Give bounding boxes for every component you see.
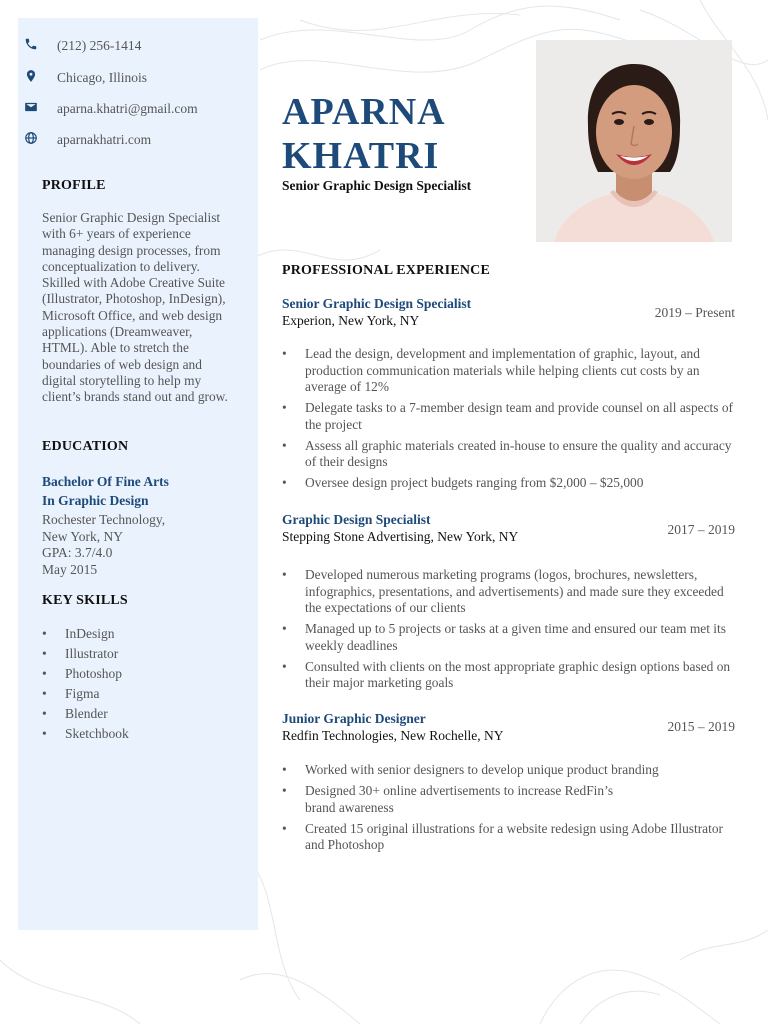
location-pin-icon <box>24 69 38 83</box>
location-text: Chicago, Illinois <box>57 70 147 85</box>
job-bullet: • Delegate tasks to a 7-member design team and provide counsel on all aspects of the project <box>282 400 734 433</box>
skill-item: • InDesign <box>42 626 129 646</box>
job-company: Stepping Stone Advertising, New York, NY <box>282 529 519 544</box>
job-company: Experion, New York, NY <box>282 313 420 328</box>
contact-email[interactable] <box>24 100 234 120</box>
job-bullet: • Lead the design, development and implementation of graphic, layout, and production communication materials while helping clients cut costs by an average of 12% <box>282 346 734 396</box>
job-bullet: • Consulted with clients on the most appropriate graphic design options based on their major marketing goals <box>282 659 734 692</box>
profile-summary: Senior Graphic Design Specialist with 6+ years of experience managing design processes, from conceptualization to delivery. Skilled with Adobe Creative Suite (Illustrator, Photoshop, InDesign), Microsoft Office, and web design applications (Dreamweaver, HTML). Able to stretch the boundaries of web design and digital storytelling to help my client’s brands stand out and grow. <box>42 210 228 405</box>
school-line-2: New York, NY <box>42 528 124 544</box>
skill-item: • Illustrator <box>42 646 129 666</box>
skill-item: • Sketchbook <box>42 726 129 746</box>
experience-heading: PROFESSIONAL EXPERIENCE <box>282 263 491 278</box>
job-title: Junior Graphic Designer <box>282 711 426 726</box>
phone-number: (212) 256-1414 <box>57 38 142 53</box>
name-line-1: APARNA <box>282 91 446 133</box>
job-bullet: • Created 15 original illustrations for a website redesign using Adobe Illustrator and Photoshop <box>282 821 734 854</box>
degree-line-1: Bachelor Of Fine Arts <box>42 474 169 489</box>
skill-item: • Photoshop <box>42 666 129 686</box>
profile-heading: PROFILE <box>42 178 106 193</box>
job-dates: 2019 – Present <box>654 305 735 320</box>
gpa: GPA: 3.7/4.0 <box>42 545 113 560</box>
contact-location <box>24 69 234 89</box>
candidate-name <box>282 90 446 178</box>
job-dates: 2015 – 2019 <box>667 719 735 734</box>
job-bullet: • Worked with senior designers to develop unique product branding <box>282 762 734 779</box>
job-bullet: • Oversee design project budgets ranging from $2,000 – $25,000 <box>282 475 734 492</box>
globe-icon <box>24 131 38 145</box>
name-line-2: KHATRI <box>282 135 440 177</box>
job-dates: 2017 – 2019 <box>667 522 735 537</box>
skills-list <box>42 626 129 746</box>
degree-line-2: In Graphic Design <box>42 493 149 508</box>
email-text: aparna.khatri@gmail.com <box>57 101 198 116</box>
profile-photo <box>536 40 732 242</box>
skills-heading: KEY SKILLS <box>42 593 128 608</box>
envelope-icon <box>24 100 38 114</box>
job-bullets <box>282 567 734 696</box>
phone-icon <box>24 37 38 51</box>
education-degree <box>42 472 169 510</box>
job-bullet: • Assess all graphic materials created in-house to ensure the quality and accuracy of their designs <box>282 438 734 471</box>
skill-item: • Blender <box>42 706 129 726</box>
job-title: Graphic Design Specialist <box>282 512 431 527</box>
job-bullets <box>282 762 734 858</box>
job-bullet: • Managed up to 5 projects or tasks at a given time and ensured our team met its weekly deadlines <box>282 621 734 654</box>
contact-phone[interactable] <box>24 37 234 57</box>
contact-website[interactable] <box>24 131 234 151</box>
job-bullet: • Designed 30+ online advertisements to increase RedFin’s brand awareness <box>282 783 625 816</box>
education-heading: EDUCATION <box>42 439 129 454</box>
skill-item: • Figma <box>42 686 129 706</box>
website-text: aparnakhatri.com <box>57 132 152 147</box>
education-details <box>42 512 165 578</box>
job-bullet: • Developed numerous marketing programs (logos, brochures, newsletters, infographics, presentations, and advertisements) and made sure they exceeded the expectations of our clients <box>282 567 734 617</box>
school-line-1: Rochester Technology, <box>42 512 166 527</box>
candidate-title: Senior Graphic Design Specialist <box>282 178 472 193</box>
job-company: Redfin Technologies, New Rochelle, NY <box>282 728 504 743</box>
graduation-date: May 2015 <box>42 561 98 577</box>
job-bullets <box>282 346 734 496</box>
job-title: Senior Graphic Design Specialist <box>282 296 472 311</box>
